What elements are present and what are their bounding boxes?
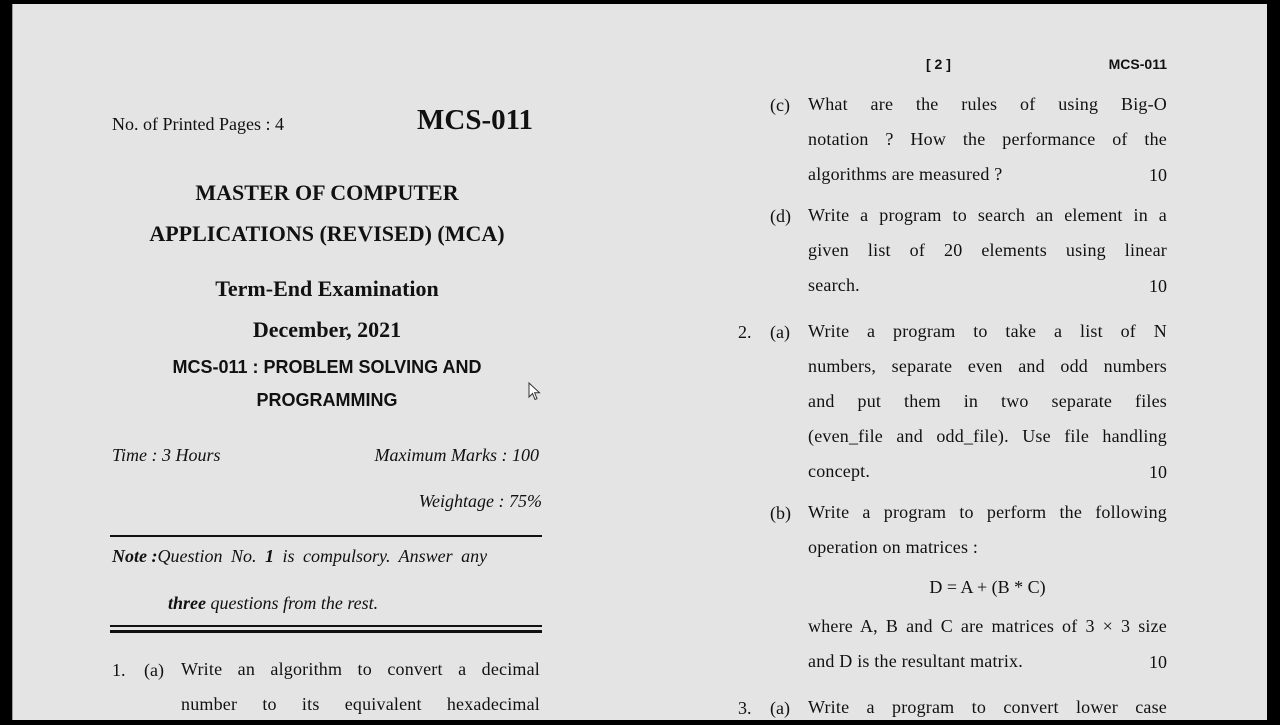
question-2-number: 2. — [738, 322, 752, 342]
note-line1: Note :Question No. 1 is compulsory. Answer any — [112, 546, 488, 566]
divider-double-2 — [110, 630, 542, 633]
question-2b-marks: 10 — [1149, 652, 1167, 672]
matrix-formula: D = A + (B * C) — [929, 577, 1046, 597]
course-title-line1: MCS-011 : PROBLEM SOLVING AND — [172, 357, 482, 377]
maximum-marks: Maximum Marks : 100 — [374, 445, 539, 465]
weightage: Weightage : 75% — [418, 491, 542, 511]
question-3a-part: (a) — [770, 698, 790, 718]
question-1d-text: Write a program to search an element in a given list of 20 elements using linear search. — [808, 205, 1167, 295]
question-1a-part: (a) — [144, 660, 164, 680]
question-1a-text: Write an algorithm to convert a decimal number to its equivalent hexadecimal — [181, 659, 540, 714]
question-2b-text-continued: where A, B and C are matrices of 3 × 3 size and D is the resultant matrix. — [808, 616, 1167, 671]
mouse-cursor-icon — [528, 382, 542, 402]
exam-title: Term-End Examination — [215, 276, 439, 301]
question-1-number: 1. — [112, 660, 126, 680]
exam-time: Time : 3 Hours — [112, 445, 221, 465]
running-header-course-code: MCS-011 — [1108, 56, 1167, 72]
note-line2: three questions from the rest. — [168, 593, 379, 613]
programme-title-line2: APPLICATIONS (REVISED) (MCA) — [149, 221, 505, 246]
question-2b-text: Write a program to perform the following operation on matrices : — [808, 502, 1167, 557]
question-2a-text: Write a program to take a list of N numbers, separate even and odd numbers and put them in two separate files (even_file and odd_file). Use file handling concept. — [808, 321, 1167, 481]
question-1c-part: (c) — [770, 95, 790, 115]
question-2a-part: (a) — [770, 322, 790, 342]
question-1d-marks: 10 — [1149, 276, 1167, 296]
exam-date: December, 2021 — [252, 317, 402, 342]
divider-double-1 — [110, 625, 542, 627]
question-2b-part: (b) — [770, 503, 791, 523]
note-label: Note : — [112, 546, 158, 566]
question-3a-text: Write a program to convert lower case — [808, 697, 1167, 717]
divider-top — [110, 535, 542, 537]
question-1d-part: (d) — [770, 206, 791, 226]
document-page — [12, 4, 1267, 720]
question-1c-text: What are the rules of using Big-O notation ? How the performance of the algorithms are measured ? — [808, 94, 1167, 184]
question-3-number: 3. — [738, 698, 752, 718]
question-2a-marks: 10 — [1149, 462, 1167, 482]
course-code-heading: MCS-011 — [417, 104, 533, 136]
page-number: [ 2 ] — [926, 56, 951, 72]
printed-pages-label: No. of Printed Pages : 4 — [112, 114, 284, 134]
programme-title-line1: MASTER OF COMPUTER — [195, 180, 459, 205]
question-1c-marks: 10 — [1149, 165, 1167, 185]
course-title-line2: PROGRAMMING — [256, 390, 398, 410]
